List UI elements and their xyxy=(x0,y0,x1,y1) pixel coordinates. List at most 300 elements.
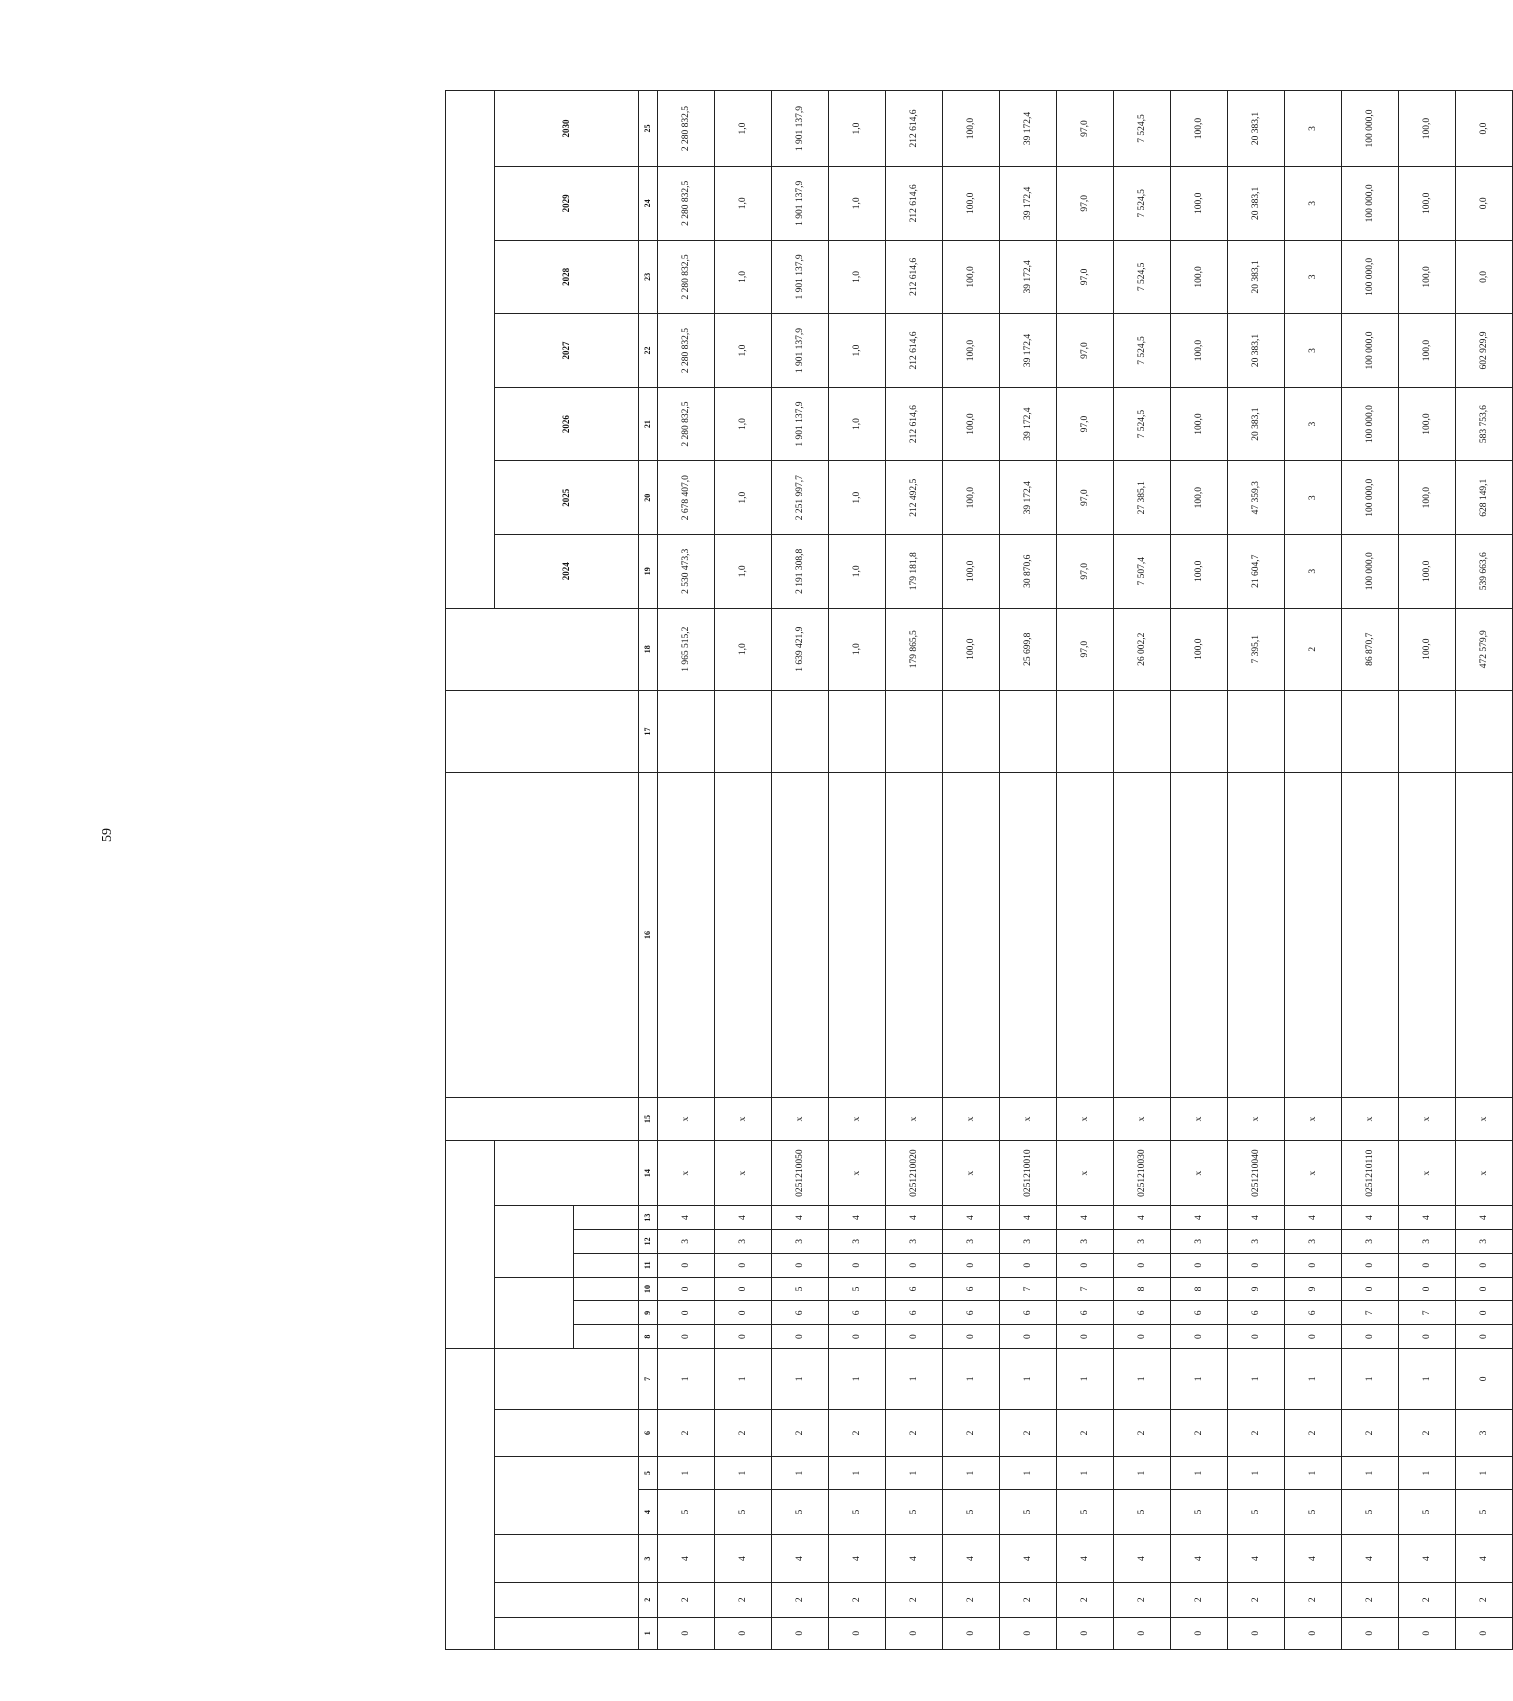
table-row xyxy=(1114,91,1171,1650)
year-value-cell: 179 181,8 xyxy=(886,534,943,608)
row-description xyxy=(1285,773,1342,1098)
table-cell: 3 xyxy=(1228,1229,1285,1253)
table-cell: 1 xyxy=(829,1349,886,1410)
table-cell: 2 xyxy=(715,1582,772,1617)
column-number: 1 xyxy=(639,1617,658,1649)
table-cell: 6 xyxy=(1000,1301,1057,1325)
column-number: 22 xyxy=(639,314,658,388)
table-cell: 9 xyxy=(1228,1277,1285,1301)
table-cell: 1 xyxy=(886,1349,943,1410)
year-value-cell: 100,0 xyxy=(1399,240,1456,314)
table-cell: x xyxy=(658,1097,715,1140)
table-cell: 0 xyxy=(1285,1617,1342,1649)
row-unit xyxy=(943,690,1000,772)
table-cell: 0 xyxy=(829,1617,886,1649)
table-cell: 0 xyxy=(772,1253,829,1277)
table-cell: 3 xyxy=(1456,1229,1513,1253)
header-task xyxy=(495,1409,639,1457)
table-cell: 0 xyxy=(1285,1253,1342,1277)
table-cell: 9 xyxy=(1285,1277,1342,1301)
table-cell: 5 xyxy=(1399,1489,1456,1534)
table-cell: 1,0 xyxy=(829,608,886,690)
table-cell: 4 xyxy=(1228,1535,1285,1583)
table-cell: 1 xyxy=(1228,1457,1285,1489)
table-cell: 0 xyxy=(772,1617,829,1649)
table-cell: 4 xyxy=(1285,1206,1342,1230)
table-cell: 100,0 xyxy=(1171,608,1228,690)
table-cell: 5 xyxy=(886,1489,943,1534)
table-cell: 4 xyxy=(1456,1535,1513,1583)
table-cell: 2 xyxy=(1399,1409,1456,1457)
table-cell: 1 xyxy=(1285,1457,1342,1489)
table-cell: 1 xyxy=(1171,1457,1228,1489)
table-cell: 2 xyxy=(1285,608,1342,690)
table-cell: x xyxy=(1399,1097,1456,1140)
year-value-cell: 97,0 xyxy=(1057,167,1114,241)
table-cell: 5 xyxy=(1057,1489,1114,1534)
header-year-2024: 2024 xyxy=(495,534,639,608)
column-number: 24 xyxy=(639,167,658,241)
table-cell: 0 xyxy=(658,1325,715,1349)
table-cell: 4 xyxy=(1285,1535,1342,1583)
table-cell: x xyxy=(772,1097,829,1140)
row-description xyxy=(772,773,829,1098)
table-cell: 4 xyxy=(1399,1206,1456,1230)
table-cell: 3 xyxy=(1114,1229,1171,1253)
table-cell: 2 xyxy=(1228,1582,1285,1617)
table-cell: 1 xyxy=(1342,1349,1399,1410)
table-cell: 0 xyxy=(1399,1617,1456,1649)
table-cell: 1 xyxy=(1057,1349,1114,1410)
table-cell: 0 xyxy=(658,1277,715,1301)
table-cell: 1 xyxy=(715,1457,772,1489)
table-cell: 6 xyxy=(1057,1301,1114,1325)
year-value-cell: 1,0 xyxy=(829,387,886,461)
year-value-cell: 1,0 xyxy=(829,461,886,535)
table-cell: 0 xyxy=(829,1325,886,1349)
year-value-cell: 100,0 xyxy=(1399,91,1456,167)
year-value-cell: 1,0 xyxy=(829,534,886,608)
table-cell: 0 xyxy=(1057,1325,1114,1349)
table-cell: x xyxy=(658,1141,715,1206)
table-cell: 1 639 421,9 xyxy=(772,608,829,690)
table-cell: 4 xyxy=(829,1206,886,1230)
table-cell: 8 xyxy=(1114,1277,1171,1301)
column-number: 18 xyxy=(639,608,658,690)
table-row xyxy=(1171,91,1228,1650)
table-row xyxy=(772,91,829,1650)
year-value-cell: 2 280 832,5 xyxy=(658,240,715,314)
table-cell: x xyxy=(1228,1097,1285,1140)
header-year-2025: 2025 xyxy=(495,461,639,535)
header-program xyxy=(495,1617,639,1649)
header-structure-type xyxy=(495,1535,639,1583)
header-years-group xyxy=(446,91,495,609)
year-value-cell: 212 614,6 xyxy=(886,167,943,241)
table-cell: 4 xyxy=(715,1206,772,1230)
table-cell: 3 xyxy=(658,1229,715,1253)
table-cell: 4 xyxy=(715,1535,772,1583)
table-cell: 3 xyxy=(886,1229,943,1253)
table-cell: 1 xyxy=(658,1457,715,1489)
table-row xyxy=(715,91,772,1650)
table-cell: 25 699,8 xyxy=(1000,608,1057,690)
year-value-cell: 1 901 137,9 xyxy=(772,387,829,461)
header-year-2028: 2028 xyxy=(495,240,639,314)
year-value-cell: 100,0 xyxy=(1399,167,1456,241)
year-value-cell: 1,0 xyxy=(829,314,886,388)
table-cell: x xyxy=(943,1141,1000,1206)
table-cell: 0 xyxy=(1456,1325,1513,1349)
year-value-cell: 100,0 xyxy=(1171,240,1228,314)
row-description xyxy=(1399,773,1456,1098)
year-value-cell: 1,0 xyxy=(715,314,772,388)
table-row xyxy=(886,91,943,1650)
year-value-cell: 2 678 407,0 xyxy=(658,461,715,535)
table-cell: x xyxy=(1285,1141,1342,1206)
year-value-cell: 2 280 832,5 xyxy=(658,167,715,241)
table-cell: 2 xyxy=(772,1582,829,1617)
year-value-cell: 97,0 xyxy=(1057,314,1114,388)
year-value-cell: 7 524,5 xyxy=(1114,167,1171,241)
table-cell: 1 xyxy=(772,1349,829,1410)
table-cell: 3 xyxy=(829,1229,886,1253)
table-cell: 3 xyxy=(1456,1409,1513,1457)
row-unit xyxy=(658,690,715,772)
program-table xyxy=(445,90,1513,1650)
table-cell: 0 xyxy=(715,1325,772,1349)
year-value-cell: 100,0 xyxy=(1399,387,1456,461)
year-value-cell: 100 000,0 xyxy=(1342,314,1399,388)
table-cell: 0 xyxy=(1228,1253,1285,1277)
table-cell: 0 xyxy=(1399,1325,1456,1349)
column-number: 12 xyxy=(639,1229,658,1253)
table-cell: 4 xyxy=(1057,1535,1114,1583)
table-cell: 0 xyxy=(1342,1617,1399,1649)
table-cell: 3 xyxy=(715,1229,772,1253)
row-unit xyxy=(1114,690,1171,772)
table-cell: x xyxy=(943,1097,1000,1140)
table-cell: 2 xyxy=(772,1409,829,1457)
table-cell: 3 xyxy=(1000,1229,1057,1253)
table-cell: 2 xyxy=(1342,1582,1399,1617)
table-row xyxy=(1285,91,1342,1650)
table-cell: 2 xyxy=(1228,1409,1285,1457)
year-value-cell: 21 604,7 xyxy=(1228,534,1285,608)
header-year-2030: 2030 xyxy=(495,91,639,167)
table-cell: 1 xyxy=(943,1349,1000,1410)
column-number: 14 xyxy=(639,1141,658,1206)
row-unit xyxy=(715,690,772,772)
table-cell: 0 xyxy=(1114,1617,1171,1649)
table-cell: 7 xyxy=(1000,1277,1057,1301)
table-cell: 1 xyxy=(1399,1349,1456,1410)
table-cell: 2 xyxy=(1171,1409,1228,1457)
table-cell: x xyxy=(1057,1097,1114,1140)
table-cell: 4 xyxy=(1000,1535,1057,1583)
header-executor xyxy=(495,1206,574,1277)
table-cell: 100,0 xyxy=(943,608,1000,690)
year-value-cell: 100,0 xyxy=(1171,167,1228,241)
year-value-cell: 0,0 xyxy=(1456,240,1513,314)
table-cell: 5 xyxy=(1171,1489,1228,1534)
table-cell: 2 xyxy=(1285,1409,1342,1457)
table-cell: 6 xyxy=(772,1301,829,1325)
table-row xyxy=(1000,91,1057,1650)
table-cell: 2 xyxy=(829,1409,886,1457)
year-value-cell: 2 280 832,5 xyxy=(658,91,715,167)
table-cell: 0 xyxy=(1171,1325,1228,1349)
year-value-cell: 212 492,5 xyxy=(886,461,943,535)
column-number: 7 xyxy=(639,1349,658,1410)
row-unit xyxy=(1456,690,1513,772)
table-cell: 0 xyxy=(658,1253,715,1277)
table-cell: 5 xyxy=(1285,1489,1342,1534)
table-cell: 2 xyxy=(1456,1582,1513,1617)
column-number: 4 xyxy=(639,1489,658,1534)
column-number: 13 xyxy=(639,1206,658,1230)
table-cell: 0251210040 xyxy=(1228,1141,1285,1206)
table-cell: 100,0 xyxy=(1399,608,1456,690)
table-cell: 5 xyxy=(829,1277,886,1301)
table-cell: 3 xyxy=(1342,1229,1399,1253)
header-name xyxy=(446,773,639,1098)
year-value-cell: 100,0 xyxy=(943,91,1000,167)
table-cell: 1 xyxy=(886,1457,943,1489)
year-value-cell: 100,0 xyxy=(1171,314,1228,388)
column-number: 9 xyxy=(639,1301,658,1325)
table-cell: 0 xyxy=(829,1253,886,1277)
header-expense-direction xyxy=(495,1141,639,1206)
table-cell: 0 xyxy=(1456,1253,1513,1277)
table-cell: x xyxy=(1114,1097,1171,1140)
table-cell: x xyxy=(715,1097,772,1140)
year-value-cell: 20 383,1 xyxy=(1228,240,1285,314)
column-number: 17 xyxy=(639,690,658,772)
table-cell: 2 xyxy=(658,1409,715,1457)
year-value-cell: 3 xyxy=(1285,387,1342,461)
table-cell: 0 xyxy=(886,1253,943,1277)
row-unit xyxy=(1285,690,1342,772)
year-value-cell: 7 524,5 xyxy=(1114,387,1171,461)
header-task-regional xyxy=(495,1349,639,1410)
year-value-cell: 2 280 832,5 xyxy=(658,314,715,388)
table-cell: 0 xyxy=(1000,1253,1057,1277)
header-executor-sub-2 xyxy=(574,1229,639,1253)
table-cell: 6 xyxy=(886,1301,943,1325)
table-cell: 5 xyxy=(715,1489,772,1534)
year-value-cell: 539 663,6 xyxy=(1456,534,1513,608)
row-unit xyxy=(1342,690,1399,772)
column-number: 5 xyxy=(639,1457,658,1489)
table-cell: 4 xyxy=(1114,1535,1171,1583)
table-cell: 0 xyxy=(1057,1253,1114,1277)
table-cell: 4 xyxy=(772,1535,829,1583)
year-value-cell: 602 929,9 xyxy=(1456,314,1513,388)
row-unit xyxy=(1228,690,1285,772)
table-cell: 3 xyxy=(1399,1229,1456,1253)
table-cell: 0 xyxy=(1399,1253,1456,1277)
year-value-cell: 39 172,4 xyxy=(1000,387,1057,461)
table-cell: x xyxy=(1399,1141,1456,1206)
table-cell: 1 xyxy=(1000,1349,1057,1410)
year-value-cell: 100 000,0 xyxy=(1342,461,1399,535)
table-cell: 5 xyxy=(1342,1489,1399,1534)
table-cell: 3 xyxy=(1057,1229,1114,1253)
year-value-cell: 3 xyxy=(1285,461,1342,535)
table-cell: 5 xyxy=(772,1489,829,1534)
table-cell: 5 xyxy=(1456,1489,1513,1534)
table-cell: 4 xyxy=(1057,1206,1114,1230)
table-cell: 0 xyxy=(943,1253,1000,1277)
table-cell: 6 xyxy=(829,1301,886,1325)
table-cell: 0251210010 xyxy=(1000,1141,1057,1206)
table-cell: 1 xyxy=(829,1457,886,1489)
year-value-cell: 7 507,4 xyxy=(1114,534,1171,608)
table-cell: 4 xyxy=(1171,1535,1228,1583)
table-cell: 0 xyxy=(1171,1253,1228,1277)
row-unit xyxy=(772,690,829,772)
year-value-cell: 100,0 xyxy=(943,240,1000,314)
table-cell: 2 xyxy=(829,1582,886,1617)
row-description xyxy=(1456,773,1513,1098)
year-value-cell: 100,0 xyxy=(1171,91,1228,167)
table-cell: 472 579,9 xyxy=(1456,608,1513,690)
year-value-cell: 100 000,0 xyxy=(1342,534,1399,608)
table-row xyxy=(1057,91,1114,1650)
table-cell: 0 xyxy=(943,1325,1000,1349)
row-unit xyxy=(829,690,886,772)
column-number: 23 xyxy=(639,240,658,314)
table-cell: 2 xyxy=(1000,1409,1057,1457)
table-cell: x xyxy=(1000,1097,1057,1140)
year-value-cell: 97,0 xyxy=(1057,534,1114,608)
header-event xyxy=(495,1277,574,1348)
table-cell: 1,0 xyxy=(715,608,772,690)
year-value-cell: 3 xyxy=(1285,167,1342,241)
year-value-cell: 1,0 xyxy=(829,240,886,314)
page-number: 59 xyxy=(100,828,115,842)
column-number: 19 xyxy=(639,534,658,608)
header-event-sub-3 xyxy=(574,1277,639,1301)
row-description xyxy=(886,773,943,1098)
table-cell: 0 xyxy=(1342,1277,1399,1301)
table-cell: 6 xyxy=(1228,1301,1285,1325)
table-cell: 2 xyxy=(1285,1582,1342,1617)
table-cell: 4 xyxy=(1114,1206,1171,1230)
header-unit xyxy=(446,690,639,772)
table-cell: 0 xyxy=(1114,1325,1171,1349)
table-cell: 179 865,5 xyxy=(886,608,943,690)
row-description xyxy=(943,773,1000,1098)
table-cell: x xyxy=(1456,1097,1513,1140)
year-value-cell: 2 280 832,5 xyxy=(658,387,715,461)
year-value-cell: 100 000,0 xyxy=(1342,387,1399,461)
table-cell: 0 xyxy=(1228,1617,1285,1649)
table-cell: 1 xyxy=(772,1457,829,1489)
table-cell: 1 xyxy=(1171,1349,1228,1410)
table-cell: x xyxy=(1456,1141,1513,1206)
table-cell: 2 xyxy=(1057,1409,1114,1457)
table-cell: 0 xyxy=(1285,1325,1342,1349)
year-value-cell: 212 614,6 xyxy=(886,91,943,167)
table-row xyxy=(1228,91,1285,1650)
row-unit xyxy=(886,690,943,772)
column-number: 16 xyxy=(639,773,658,1098)
table-cell: 4 xyxy=(658,1535,715,1583)
year-value-cell: 100 000,0 xyxy=(1342,240,1399,314)
year-value-cell: 100,0 xyxy=(943,461,1000,535)
year-value-cell: 100,0 xyxy=(1399,534,1456,608)
header-baseline xyxy=(446,608,639,690)
column-number: 15 xyxy=(639,1097,658,1140)
year-value-cell: 97,0 xyxy=(1057,91,1114,167)
year-value-cell: 100,0 xyxy=(1171,387,1228,461)
year-value-cell: 3 xyxy=(1285,91,1342,167)
row-description xyxy=(658,773,715,1098)
table-row xyxy=(829,91,886,1650)
year-value-cell: 0,0 xyxy=(1456,167,1513,241)
row-description xyxy=(715,773,772,1098)
table-body xyxy=(658,91,1513,1650)
year-value-cell: 20 383,1 xyxy=(1228,91,1285,167)
header-year-2027: 2027 xyxy=(495,314,639,388)
table-cell: 0 xyxy=(715,1617,772,1649)
table-cell: x xyxy=(1171,1097,1228,1140)
header-analytic-code xyxy=(446,1349,495,1650)
table-cell: 0 xyxy=(658,1301,715,1325)
year-value-cell: 1,0 xyxy=(829,167,886,241)
table-cell: 2 xyxy=(1399,1582,1456,1617)
row-description xyxy=(1114,773,1171,1098)
year-value-cell: 100,0 xyxy=(1171,461,1228,535)
table-cell: 2 xyxy=(943,1409,1000,1457)
table-cell: 7 xyxy=(1342,1301,1399,1325)
table-cell: 0 xyxy=(1057,1617,1114,1649)
table-cell: 6 xyxy=(943,1277,1000,1301)
table-cell: 4 xyxy=(772,1206,829,1230)
table-cell: 0 xyxy=(1000,1325,1057,1349)
table-cell: 4 xyxy=(829,1535,886,1583)
year-value-cell: 7 524,5 xyxy=(1114,240,1171,314)
table-cell: 6 xyxy=(886,1277,943,1301)
table-row xyxy=(1342,91,1399,1650)
table-cell: 86 870,7 xyxy=(1342,608,1399,690)
table-cell: 1 965 515,2 xyxy=(658,608,715,690)
table-cell: 0 xyxy=(1171,1617,1228,1649)
table-cell: 1 xyxy=(658,1349,715,1410)
table-cell: 6 xyxy=(1171,1301,1228,1325)
table-cell: 2 xyxy=(1114,1409,1171,1457)
year-value-cell: 1,0 xyxy=(715,461,772,535)
table-cell: 0251210050 xyxy=(772,1141,829,1206)
table-cell: 5 xyxy=(829,1489,886,1534)
table-cell: x xyxy=(715,1141,772,1206)
year-value-cell: 97,0 xyxy=(1057,387,1114,461)
year-value-cell: 100 000,0 xyxy=(1342,91,1399,167)
table-cell: 2 xyxy=(1171,1582,1228,1617)
table-cell: 2 xyxy=(943,1582,1000,1617)
table-cell: 0 xyxy=(1456,1349,1513,1410)
table-cell: 0 xyxy=(772,1325,829,1349)
table-cell: 3 xyxy=(772,1229,829,1253)
column-number: 11 xyxy=(639,1253,658,1277)
table-cell: 1 xyxy=(1342,1457,1399,1489)
table-cell: x xyxy=(829,1097,886,1140)
table-cell: 0 xyxy=(715,1277,772,1301)
table-cell: 1 xyxy=(1399,1457,1456,1489)
year-value-cell: 583 753,6 xyxy=(1456,387,1513,461)
